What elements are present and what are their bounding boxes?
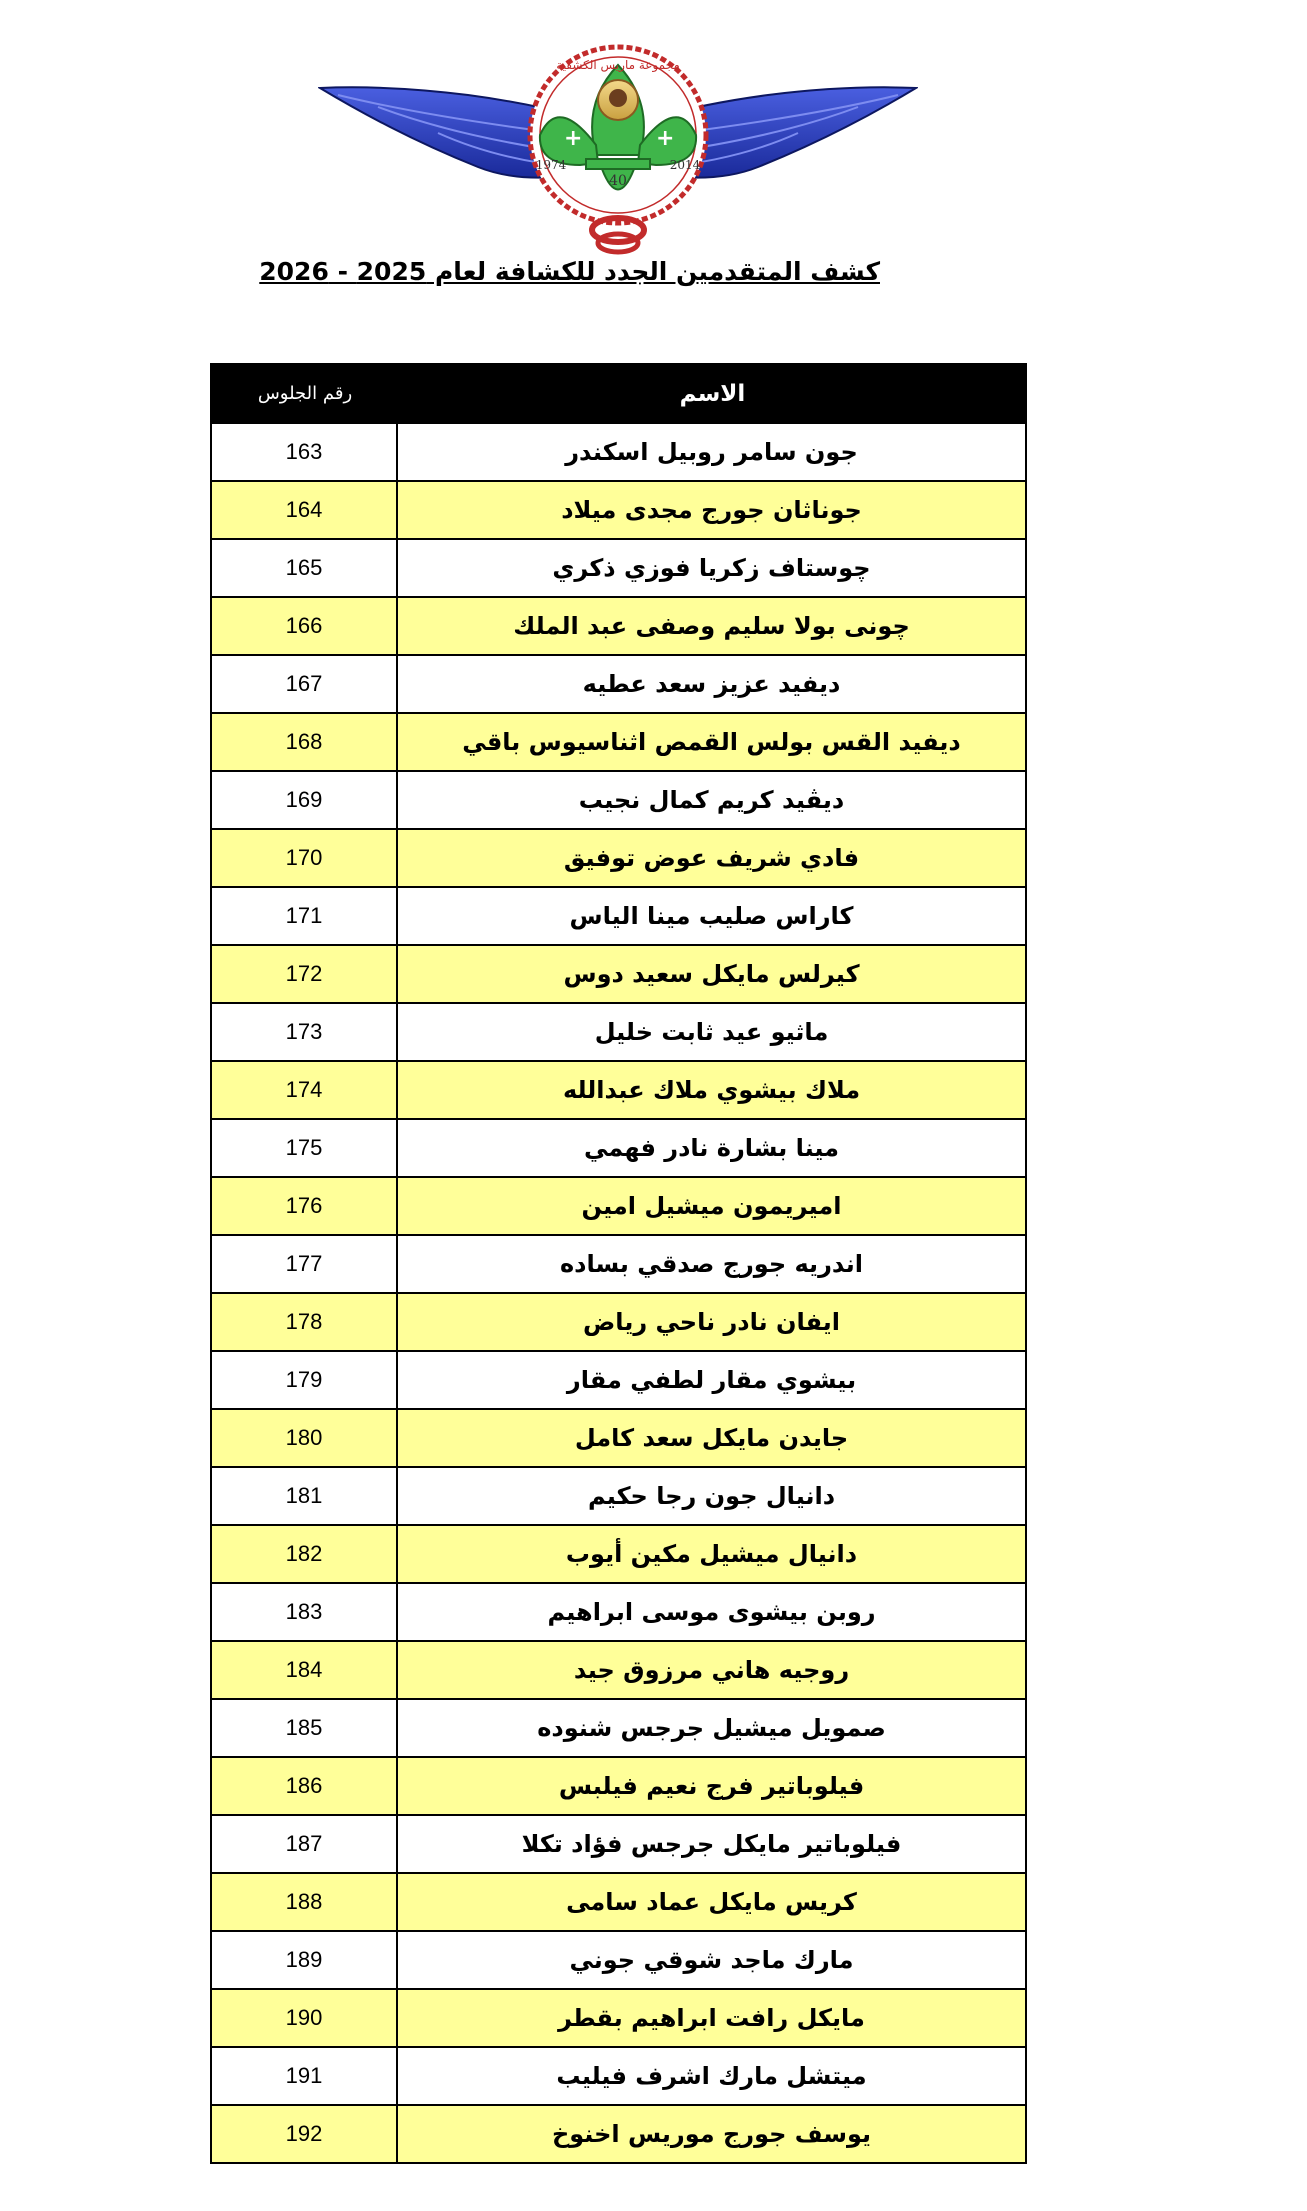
name-cell: چونى بولا سليم وصفى عبد الملك [513, 612, 910, 640]
seat-number-cell: 179 [212, 1352, 398, 1408]
name-cell: روبن بيشوى موسى ابراهيم [547, 1598, 876, 1626]
table-row [212, 1466, 1025, 1524]
name-cell: كاراس صليب مينا الياس [569, 902, 854, 930]
seat-number-cell: 163 [212, 424, 398, 480]
table-row [212, 1002, 1025, 1060]
table-row [212, 422, 1025, 480]
table-row [212, 1176, 1025, 1234]
svg-text:+: + [656, 126, 675, 151]
scout-group-logo [318, 25, 918, 265]
page-title: كشف المتقدمين الجدد للكشافة لعام 2025 - 2026 [259, 257, 880, 286]
name-cell: مارك ماجد شوقي جوني [569, 1946, 854, 1974]
seat-number-cell: 185 [212, 1700, 398, 1756]
header-number: رقم الجلوس [212, 365, 400, 422]
seat-number-cell: 172 [212, 946, 398, 1002]
seat-number-cell: 188 [212, 1874, 398, 1930]
seat-number-cell: 171 [212, 888, 398, 944]
seat-number-cell: 189 [212, 1932, 398, 1988]
seat-number-cell: 175 [212, 1120, 398, 1176]
name-cell: چوستاف زكريا فوزي ذكري [552, 554, 871, 582]
table-body [212, 422, 1025, 2162]
logo-year-left: 1974 [535, 158, 567, 172]
applicants-table [210, 363, 1027, 2164]
seat-number-cell: 174 [212, 1062, 398, 1118]
name-cell: روجيه هاني مرزوق جيد [573, 1656, 850, 1684]
seat-number-cell: 176 [212, 1178, 398, 1234]
table-row [212, 944, 1025, 1002]
name-cell: فادي شريف عوض توفيق [563, 844, 860, 872]
name-cell: مايكل رافت ابراهيم بقطر [558, 2004, 865, 2032]
seat-number-cell: 168 [212, 714, 398, 770]
name-cell: بيشوي مقار لطفي مقار [566, 1366, 857, 1394]
table-row [212, 1698, 1025, 1756]
seat-number-cell: 181 [212, 1468, 398, 1524]
name-cell: جون سامر روبيل اسكندر [565, 438, 858, 466]
table-row [212, 1292, 1025, 1350]
seat-number-cell: 182 [212, 1526, 398, 1582]
name-cell: اميريمون ميشيل امين [581, 1192, 842, 1220]
table-row [212, 712, 1025, 770]
seat-number-cell: 169 [212, 772, 398, 828]
logo-anniversary: 40 [609, 173, 627, 189]
logo-arc-text: مجموعة ماريس الكشفية [556, 58, 680, 72]
seat-number-cell: 170 [212, 830, 398, 886]
table-row [212, 770, 1025, 828]
table-row [212, 1350, 1025, 1408]
seat-number-cell: 186 [212, 1758, 398, 1814]
table-row [212, 1234, 1025, 1292]
name-cell: دانيال جون رجا حكيم [587, 1482, 836, 1510]
table-row [212, 2046, 1025, 2104]
table-row [212, 596, 1025, 654]
name-cell: اندريه جورج صدقي بساده [560, 1250, 863, 1278]
seat-number-cell: 192 [212, 2106, 398, 2162]
name-cell: ديفيد عزيز سعد عطيه [582, 670, 841, 698]
table-row [212, 1408, 1025, 1466]
seat-number-cell: 184 [212, 1642, 398, 1698]
table-row [212, 1988, 1025, 2046]
table-row [212, 1060, 1025, 1118]
name-cell: ايفان نادر ناحي رياض [583, 1308, 840, 1336]
table-row [212, 1930, 1025, 1988]
seat-number-cell: 177 [212, 1236, 398, 1292]
seat-number-cell: 164 [212, 482, 398, 538]
name-cell: ملاك بيشوي ملاك عبدالله [562, 1076, 861, 1104]
table-row [212, 1872, 1025, 1930]
name-cell: جوناثان جورج مجدى ميلاد [561, 496, 862, 524]
svg-text:+: + [564, 126, 583, 151]
table-row [212, 1524, 1025, 1582]
seat-number-cell: 190 [212, 1990, 398, 2046]
seat-number-cell: 165 [212, 540, 398, 596]
name-cell: ميتشل مارك اشرف فيليب [556, 2062, 867, 2090]
seat-number-cell: 180 [212, 1410, 398, 1466]
seat-number-cell: 183 [212, 1584, 398, 1640]
table-row [212, 538, 1025, 596]
table-row [212, 2104, 1025, 2162]
seat-number-cell: 167 [212, 656, 398, 712]
table-row [212, 1640, 1025, 1698]
seat-number-cell: 173 [212, 1004, 398, 1060]
name-cell: كريس مايكل عماد سامى [566, 1888, 857, 1916]
table-row [212, 480, 1025, 538]
name-cell: يوسف جورج موريس اخنوخ [551, 2120, 872, 2148]
name-cell: ماثيو عيد ثابت خليل [594, 1018, 829, 1046]
table-row [212, 828, 1025, 886]
table-row [212, 886, 1025, 944]
name-cell: ديفيد القس بولس القمص اثناسيوس باقي [462, 728, 961, 756]
logo-year-right: 2014 [669, 158, 701, 172]
table-row [212, 1582, 1025, 1640]
seat-number-cell: 191 [212, 2048, 398, 2104]
name-cell: دانيال ميشيل مكين أيوب [565, 1540, 858, 1568]
name-cell: مينا بشارة نادر فهمي [583, 1134, 840, 1162]
table-row [212, 1756, 1025, 1814]
name-cell: فيلوباتير فرج نعيم فيلبس [558, 1772, 865, 1800]
seat-number-cell: 178 [212, 1294, 398, 1350]
name-cell: ديڤيد كريم كمال نجيب [578, 786, 845, 814]
name-cell: جايدن مايكل سعد كامل [574, 1424, 849, 1452]
name-cell: فيلوباتير مايكل جرجس فؤاد تكلا [521, 1830, 902, 1858]
header-name: الاسم [679, 380, 746, 407]
table-row [212, 654, 1025, 712]
name-cell: كيرلس مايكل سعيد دوس [563, 960, 860, 988]
name-cell: صمويل ميشيل جرجس شنوده [537, 1714, 886, 1742]
seat-number-cell: 166 [212, 598, 398, 654]
table-row [212, 1814, 1025, 1872]
seat-number-cell: 187 [212, 1816, 398, 1872]
table-row [212, 1118, 1025, 1176]
table-header [212, 365, 1025, 422]
